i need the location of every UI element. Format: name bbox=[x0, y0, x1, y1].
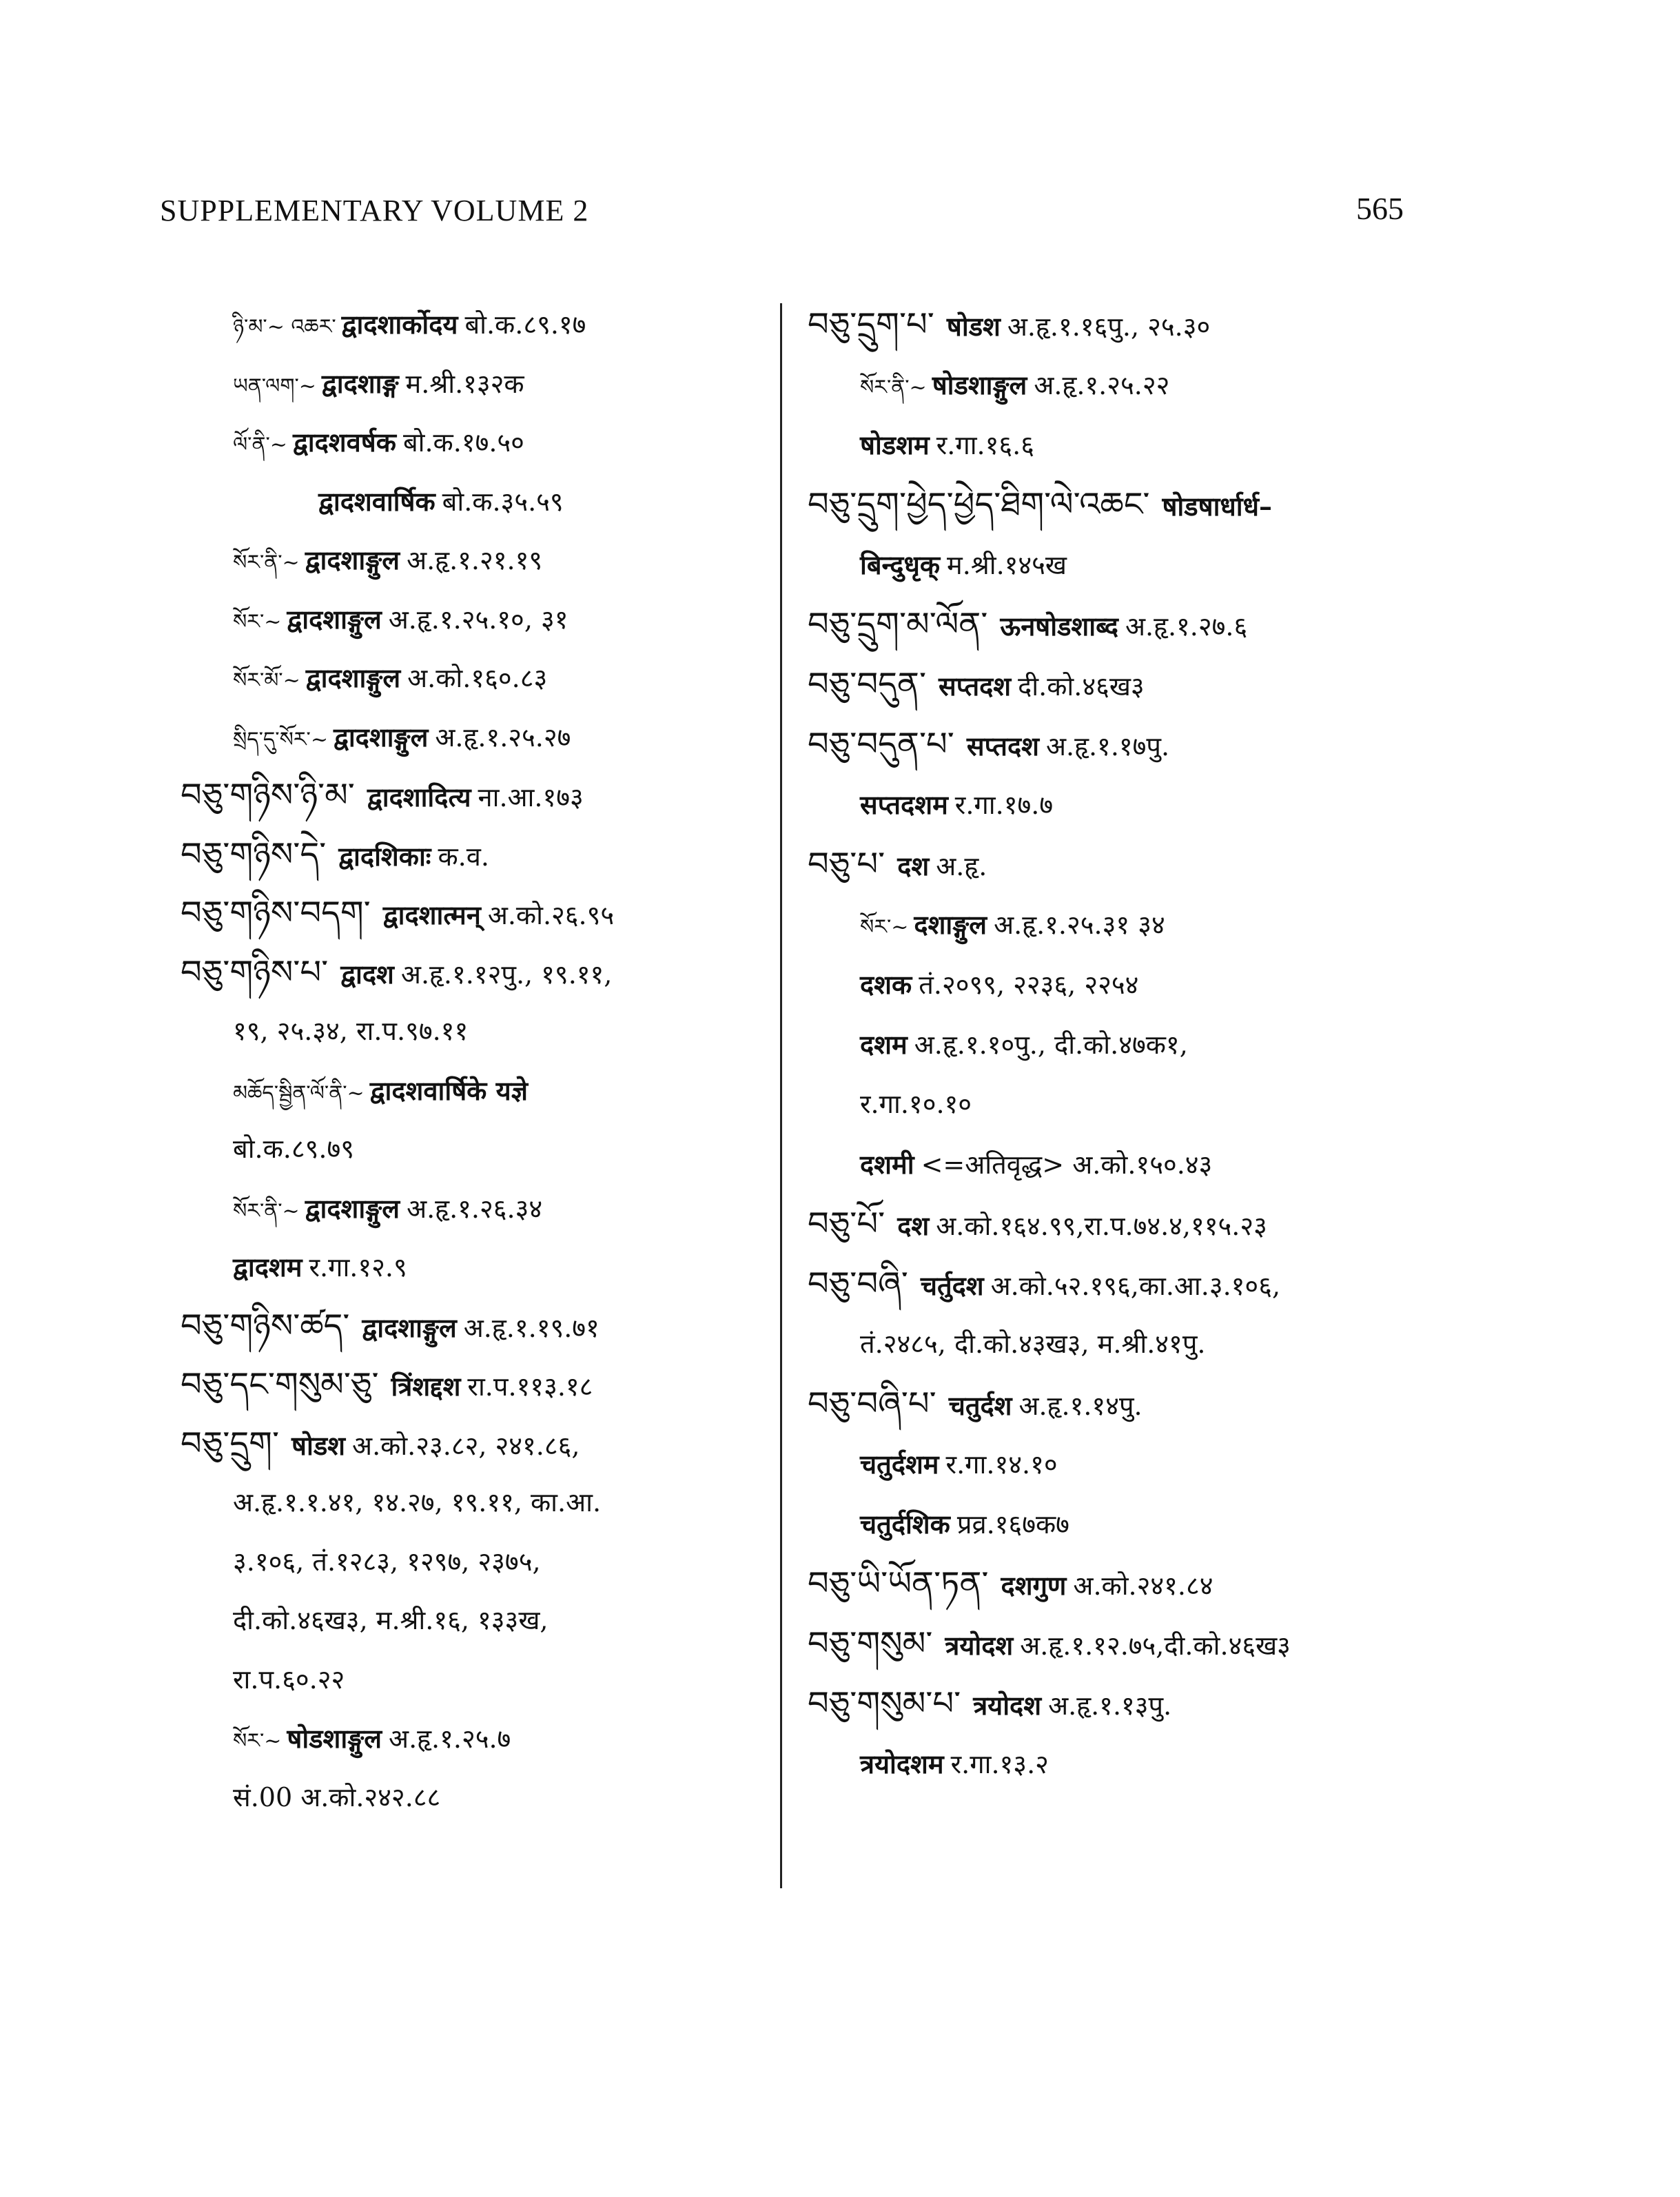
entry-line bbox=[808, 1734, 1428, 1794]
reference: अ.को.५२.१९६,का.आ.३.१०६, bbox=[990, 1271, 1281, 1301]
tibetan-term: བཅུ་བཞི་ bbox=[808, 1265, 908, 1303]
entry-line bbox=[181, 1179, 752, 1238]
reference: र.गा.१७.७ bbox=[954, 790, 1054, 820]
sanskrit-term: दशाङ्गुल bbox=[914, 909, 987, 940]
reference: र.गा.१०.१० bbox=[860, 1089, 972, 1119]
sanskrit-term: द्वादशवार्षिक bbox=[318, 485, 436, 517]
reference: अ.हृ.१.१२पु., १९.११, bbox=[400, 959, 613, 990]
entry-line bbox=[808, 1194, 1428, 1254]
reference: अ.हृ.१.१९.७१ bbox=[463, 1312, 600, 1343]
column-divider bbox=[780, 303, 782, 1888]
reference: अ.को.२४१.८४ bbox=[1073, 1571, 1213, 1601]
reference: <=अतिवृद्ध> अ.को.१५०.४३ bbox=[921, 1149, 1213, 1180]
reference: म.श्री.१३२क bbox=[405, 368, 524, 399]
reference: अ.हृ.१.२५.२२ bbox=[1034, 370, 1170, 400]
left-column bbox=[181, 295, 752, 1827]
entry-line bbox=[181, 1591, 752, 1651]
reference: म.श्री.१४५ख bbox=[947, 550, 1067, 580]
sanskrit-term: द्वादशवार्षिके यज्ञे bbox=[369, 1074, 528, 1106]
reference: अ.हृ.१.१२.७५,दी.को.४६ख३ bbox=[1020, 1631, 1291, 1661]
reference: अ.हृ.१.२७.६ bbox=[1125, 611, 1248, 642]
sanskrit-term: चतुर्दश bbox=[948, 1390, 1012, 1421]
entry-line bbox=[808, 1434, 1428, 1494]
sanskrit-term: द्वादशाङ्गुल bbox=[305, 544, 400, 575]
sanskrit-term: ऊनषोडशाब्द bbox=[1000, 611, 1118, 642]
sanskrit-term: चर्तुदश bbox=[920, 1270, 984, 1301]
entry-line bbox=[808, 1494, 1428, 1554]
sanskrit-term: त्रयोदशम bbox=[860, 1748, 944, 1779]
reference: अ.को.१६०.८३ bbox=[407, 663, 548, 693]
entry-line bbox=[181, 648, 752, 708]
entry-line bbox=[181, 1415, 752, 1474]
entry-line bbox=[808, 775, 1428, 835]
tibetan-term: བཅུ་བཞི་པ་ bbox=[808, 1384, 936, 1423]
reference: अ.हृ.१.२५.७ bbox=[389, 1724, 511, 1754]
entry-line bbox=[181, 472, 752, 531]
sanskrit-term: दशमी bbox=[860, 1149, 914, 1180]
tibetan-term: བཅུ་གཉིས་པ་ bbox=[181, 952, 329, 992]
entry-line bbox=[181, 354, 752, 413]
entry-line bbox=[181, 531, 752, 590]
sanskrit-term: षोडश bbox=[291, 1429, 346, 1461]
sanskrit-term: त्रिंशद्दश bbox=[391, 1371, 461, 1402]
reference: ३.१०६, तं.१२८३, १२९७, २३७५, bbox=[233, 1546, 541, 1577]
tibetan-term: སོར་~ bbox=[860, 915, 909, 939]
reference: बो.क.८९.१७ bbox=[464, 309, 586, 340]
reference: अ.को.२६.९५ bbox=[487, 900, 615, 930]
reference: र.गा.१३.२ bbox=[950, 1749, 1049, 1779]
entry-line bbox=[808, 1674, 1428, 1734]
reference: अ.हृ.१.१७पु. bbox=[1045, 731, 1170, 762]
reference: बो.क.३५.५९ bbox=[442, 486, 564, 517]
entry-line bbox=[808, 715, 1428, 775]
entry-line bbox=[181, 708, 752, 767]
entry-line bbox=[808, 835, 1428, 895]
sanskrit-term: दशगुण bbox=[1001, 1570, 1067, 1601]
tibetan-term: བཅུ་དང་གསུམ་ཅུ་ bbox=[181, 1365, 379, 1404]
reference: अ.को.२३.८२, २४१.८६, bbox=[352, 1430, 580, 1461]
entry-line bbox=[808, 595, 1428, 655]
sanskrit-term: द्वादश bbox=[340, 958, 394, 990]
sanskrit-term: सप्तदश bbox=[939, 671, 1012, 702]
reference: तं.२४८५, दी.को.४३ख३, म.श्री.४१पु. bbox=[860, 1329, 1206, 1359]
entry-line bbox=[808, 1254, 1428, 1314]
tibetan-term: ལོ་ནི་~ bbox=[233, 433, 287, 457]
entry-line bbox=[181, 1061, 752, 1121]
reference: रा.प.६०.२२ bbox=[233, 1664, 345, 1695]
page-number: 565 bbox=[1356, 191, 1404, 226]
reference: प्रव्र.१६७क७ bbox=[956, 1509, 1069, 1540]
sanskrit-term: द्वादशाङ्ग bbox=[321, 367, 399, 399]
reference: अ.हृ.१.२५.३१ ३४ bbox=[994, 910, 1165, 940]
entry-line bbox=[808, 475, 1428, 535]
entry-line bbox=[181, 295, 752, 354]
entry-line bbox=[808, 1134, 1428, 1194]
sanskrit-term: षोडश bbox=[946, 311, 1001, 342]
tibetan-term: བཅུ་གཉིས་བདག་ bbox=[181, 894, 371, 932]
reference: अ.हृ.१.२१.१९ bbox=[407, 545, 543, 575]
reference: तं.२०९९, २२३६, २२५४ bbox=[919, 970, 1139, 1000]
sanskrit-term: द्वादशार्कोदय bbox=[341, 309, 458, 340]
entry-line bbox=[181, 943, 752, 1003]
sanskrit-term: षोडशम bbox=[860, 429, 930, 460]
reference: अ.को.१६४.९९,रा.प.७४.४,११५.२३ bbox=[936, 1211, 1267, 1241]
sanskrit-term: बिन्दुधृक् bbox=[860, 549, 941, 580]
tibetan-term: སོར་~ bbox=[233, 1729, 282, 1753]
sanskrit-term: द्वादशादित्य bbox=[367, 781, 471, 813]
entry-line bbox=[181, 413, 752, 472]
entry-line bbox=[808, 295, 1428, 355]
reference: र.गा.१६.६ bbox=[936, 430, 1034, 460]
entry-line bbox=[181, 1768, 752, 1828]
entry-line bbox=[181, 1356, 752, 1415]
entry-line bbox=[181, 1238, 752, 1297]
reference: र.गा.१४.१० bbox=[945, 1449, 1058, 1480]
sanskrit-term: द्वादशाङ्गुल bbox=[362, 1311, 457, 1343]
entry-line bbox=[181, 590, 752, 649]
entry-line bbox=[808, 1074, 1428, 1134]
tibetan-term: བཅུ་པོ་ bbox=[808, 1205, 885, 1243]
sanskrit-term: त्रयोदश bbox=[973, 1690, 1042, 1721]
reference: अ.हृ.१.१४पु. bbox=[1018, 1391, 1143, 1421]
reference: रा.प.११३.१८ bbox=[467, 1371, 593, 1402]
sanskrit-term: दश bbox=[897, 850, 930, 881]
entry-line bbox=[808, 895, 1428, 954]
sanskrit-term: दश bbox=[897, 1210, 930, 1241]
entry-line bbox=[808, 954, 1428, 1014]
reference: सं.00 अ.को.२४२.८८ bbox=[233, 1781, 441, 1812]
tibetan-term: བཅུ་གཉིས་ཚད་ bbox=[181, 1306, 350, 1345]
sanskrit-term: सप्तदशम bbox=[860, 789, 948, 820]
reference: अ.हृ.१.२५.२७ bbox=[435, 722, 571, 753]
tibetan-term: བཅུ་བདུན་ bbox=[808, 665, 927, 704]
entry-line bbox=[181, 1120, 752, 1179]
sanskrit-term: द्वादशात्मन् bbox=[382, 899, 481, 930]
entry-line bbox=[808, 355, 1428, 415]
sanskrit-term: षोडशाङ्गुल bbox=[932, 369, 1027, 400]
tibetan-term: སོར་ནི་~ bbox=[860, 376, 927, 400]
sanskrit-term: द्वादशवर्षक bbox=[292, 427, 396, 458]
sanskrit-term: द्वादशाङ्गुल bbox=[333, 721, 429, 753]
tibetan-term: བཅུ་དྲུག་མ་ལོན་ bbox=[808, 605, 988, 644]
reference: १९, २५.३४, रा.प.९७.११ bbox=[233, 1016, 469, 1046]
tibetan-term: སོར་མོ་~ bbox=[233, 668, 300, 693]
sanskrit-term: त्रयोदश bbox=[945, 1630, 1014, 1661]
reference: बो.क.८९.७९ bbox=[233, 1134, 355, 1164]
entry-line bbox=[808, 1374, 1428, 1434]
sanskrit-term: षोडषार्धार्ध– bbox=[1162, 491, 1272, 522]
tibetan-term: བཅུ་དྲུག་ཕྱེད་ཕྱེད་ཐིག་ལེ་འཆང་ bbox=[808, 485, 1150, 524]
entry-line bbox=[808, 1554, 1428, 1614]
entry-line bbox=[181, 884, 752, 943]
entry-line bbox=[808, 1014, 1428, 1074]
entry-line bbox=[808, 1614, 1428, 1674]
tibetan-term: སྲིད་དུ་སོར་~ bbox=[233, 727, 328, 752]
reference: अ.हृ.१.२५.१०, ३१ bbox=[388, 604, 568, 635]
sanskrit-term: चतुर्दशिक bbox=[860, 1509, 950, 1540]
tibetan-term: བཅུ་གཉིས་ཉི་མ་ bbox=[181, 776, 355, 815]
sanskrit-term: द्वादशिकाः bbox=[338, 840, 431, 872]
sanskrit-term: चतुर्दशम bbox=[860, 1449, 939, 1480]
entry-line bbox=[181, 826, 752, 885]
reference: दी.को.४६ख३, म.श्री.१६, १३३ख, bbox=[233, 1605, 549, 1635]
sanskrit-term: द्वादशाङ्गुल bbox=[287, 603, 382, 635]
entry-line bbox=[808, 535, 1428, 595]
reference: ना.आ.१७३ bbox=[478, 782, 584, 813]
tibetan-term: སོར་ནི་~ bbox=[233, 551, 300, 575]
reference: अ.हृ.१.१६पु., २५.३० bbox=[1007, 311, 1211, 342]
tibetan-term: བཅུ་ཡི་ཡོན་ཏན་ bbox=[808, 1564, 989, 1603]
entry-line bbox=[181, 1651, 752, 1710]
tibetan-term: སོར་ནི་~ bbox=[233, 1198, 300, 1223]
tibetan-term: མཆོད་སྦྱིན་ལོ་ནི་~ bbox=[233, 1081, 365, 1105]
tibetan-term: ཉི་མ་~ འཆར་ bbox=[233, 315, 336, 339]
reference: अ.हृ.१.१.४१, १४.२७, १९.११, का.आ. bbox=[233, 1487, 602, 1518]
right-column bbox=[808, 295, 1428, 1794]
sanskrit-term: दशक bbox=[860, 969, 912, 1000]
entry-line bbox=[181, 766, 752, 826]
entry-line bbox=[808, 1314, 1428, 1374]
tibetan-term: བཅུ་དྲུག་ bbox=[181, 1424, 280, 1463]
entry-line bbox=[181, 1533, 752, 1592]
tibetan-term: བཅུ་པ་ bbox=[808, 845, 885, 883]
entry-line bbox=[181, 1473, 752, 1533]
entry-line bbox=[808, 415, 1428, 475]
running-head: SUPPLEMENTARY VOLUME 2 bbox=[160, 194, 589, 227]
tibetan-term: སོར་~ bbox=[233, 609, 282, 634]
reference: बो.क.१७.५० bbox=[402, 427, 524, 458]
tibetan-term: བཅུ་བདུན་པ་ bbox=[808, 725, 954, 764]
sanskrit-term: सप्तदश bbox=[966, 730, 1039, 762]
tibetan-term: བཅུ་གསུམ་ bbox=[808, 1624, 933, 1663]
reference: अ.हृ. bbox=[936, 851, 987, 881]
reference: क.व. bbox=[438, 841, 489, 872]
tibetan-term: བཅུ་གསུམ་པ་ bbox=[808, 1684, 961, 1723]
reference: अ.हृ.१.१०पु., दी.को.४७क१, bbox=[914, 1030, 1188, 1060]
reference: र.गा.१२.९ bbox=[309, 1252, 407, 1283]
sanskrit-term: द्वादशाङ्गुल bbox=[305, 662, 401, 693]
entry-line bbox=[181, 1297, 752, 1356]
entry-line bbox=[808, 655, 1428, 715]
reference: दी.को.४६ख३ bbox=[1018, 671, 1145, 702]
reference: अ.हृ.१.१३पु. bbox=[1048, 1690, 1172, 1721]
tibetan-term: བཅུ་གཉིས་དེ་ bbox=[181, 835, 327, 874]
entry-line bbox=[181, 1709, 752, 1768]
tibetan-term: ཡན་ལག་~ bbox=[233, 374, 316, 398]
sanskrit-term: षोडशाङ्गुल bbox=[287, 1723, 382, 1754]
tibetan-term: བཅུ་དྲུག་པ་ bbox=[808, 305, 934, 344]
reference: अ.हृ.१.२६.३४ bbox=[407, 1193, 543, 1224]
sanskrit-term: द्वादशम bbox=[233, 1251, 303, 1283]
sanskrit-term: दशम bbox=[860, 1029, 908, 1060]
entry-line bbox=[181, 1002, 752, 1061]
sanskrit-term: द्वादशाङ्गुल bbox=[305, 1192, 400, 1224]
